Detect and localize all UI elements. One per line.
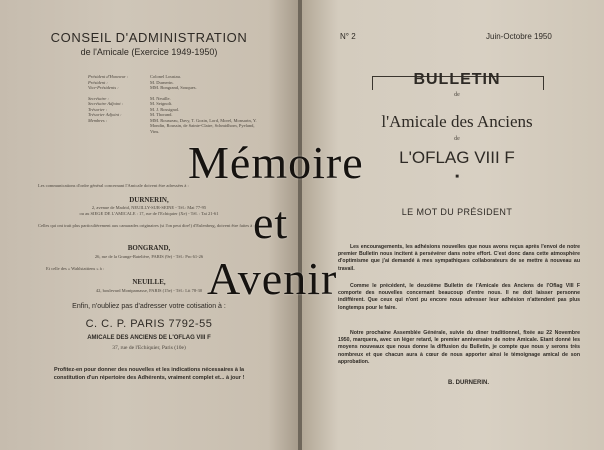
de-label-2: de (454, 136, 460, 142)
issue-number: N° 2 (340, 32, 356, 41)
president-heading: LE MOT DU PRÉSIDENT (401, 207, 513, 217)
paragraph-2: Comme le précédent, le deuxième Bulletin de l'Amicale des Anciens de l'Oflag VIII F comporte des nouvelles concernant beaucoup d'entre nous. Il ne doit laisser personne indifférent. Que ceux qui n'ont pu encore nous adresser leur adhésion n'attendent pas plus longtemps pour le faire. (338, 283, 580, 311)
amicale-title: l'Amicale des Anciens (381, 112, 533, 131)
watermark-line-3: Avenir (207, 253, 338, 304)
address2-line: 26, rue de la Grange-Batelière, PARIS (9e) - Tél.: Pro 61-26 (94, 254, 204, 259)
officer-row: Trésorier : M. J. Rossignol. (88, 106, 180, 112)
officer-row: Membres : MM. Rousseau, Davy, T. Gozin, Lord, Morel, Monsarin, Y. Mondin, Roussin, de Sainte-Claire, Schmidhorn, Pyeland, Vins. (88, 117, 257, 134)
council-subtitle: de l'Amicale (Exercice 1949-1950) (80, 47, 218, 57)
officer-row: Secrétaire Adjoint : M. Seignolt. (88, 101, 173, 106)
address3-line: 42, boulevard Montparnasse, PARIS (15e) - Tél.: Lit 78-30 (95, 288, 203, 293)
ornament-bullet: ■ (455, 174, 459, 180)
oflag-title: L'OFLAG VIII F (399, 148, 515, 167)
paragraph-3: Notre prochaine Assemblée Générale, suivie du diner traditionnel, fixée au 22 Novembre 1950, marquera, avec un léger retard, le premier anniversaire de notre Amicale. Etant donné les moyens nouveaux que nous donne la diffusion du Bulletin, je compte que nous y serons très nombreux et que chacun aura à cœur de nous apporter ainsi le témoignage amical de son approbation. (338, 330, 580, 365)
officer-row: Secrétaire : M. Neuille. (88, 95, 171, 101)
address2-name: BONGRAND, (127, 244, 171, 252)
intro-text: Les communications d'ordre général concernant l'Amicale doivent être adressées à : (38, 183, 189, 188)
right-page (302, 0, 604, 450)
address3-name: NEUILLE, (132, 278, 166, 286)
officer-row: Vice-Présidents : MM. Bongrand, Souques. (88, 85, 197, 90)
officers-list (88, 74, 268, 134)
signature: B. DURNERIN. (448, 380, 490, 386)
de-label-1: de (454, 92, 460, 98)
address1-line: 2, avenue de Madrid, NEUILLY-SUR-SEINE - Tél.: Mai 77-95 (91, 205, 207, 210)
watermark-line-1: Mémoire (188, 137, 364, 188)
officer-row: Président : M. Durnerin. (88, 79, 174, 85)
address1-name: DURNERIN, (129, 196, 169, 204)
address1-line2: ou au SIEGE DE L'AMICALE : 17, rue de l'Echiquier (Xe) - Tél. : Tai 21-61 (79, 211, 219, 216)
intro2-text: Celles qui ont trait plus particulièrement aux camarades originaires (si l'on peut dire!) d'Eulenberg, doivent être faites à : (38, 223, 255, 228)
amicale-name: AMICALE DES ANCIENS DE L'OFLAG VIII F (87, 335, 211, 341)
amicale-address: 37, rue de l'Echiquier, Paris (10e) (112, 345, 186, 351)
ccp-number: C. C. P. PARIS 7792-55 (85, 318, 213, 330)
reminder-text: Enfin, n'oubliez pas d'adresser votre cotisation à : (72, 303, 226, 310)
watermark-line-2: et (253, 197, 289, 248)
officer-row: Président d'Honneur : Colonel Loustau. (88, 74, 181, 79)
intro3-text: Et celle des « Wahlstattiens » à : (46, 266, 105, 271)
issue-date: Juin-Octobre 1950 (486, 32, 552, 41)
closing-text: Profitez-en pour donner des nouvelles et les indications nécessaires à la constitution d'un répertoire des Adhérents, vraiment complet et... à jour ! (53, 367, 245, 381)
officer-row: Trésorier Adjoint : M. Thorand. (88, 112, 173, 117)
council-title: CONSEIL D'ADMINISTRATION (50, 30, 248, 45)
paragraph-1: Les encouragements, les adhésions nouvelles que nous avons reçus après l'envoi de notre premier Bulletin nous incitent à persévérer dans notre effort. C'est donc dans cette atmosphère d'optimisme que j'ai demandé à mes sympathiques collaborateurs de se mettre à nouveau au travail. (338, 244, 580, 272)
bulletin-title: BULLETIN (413, 71, 501, 88)
